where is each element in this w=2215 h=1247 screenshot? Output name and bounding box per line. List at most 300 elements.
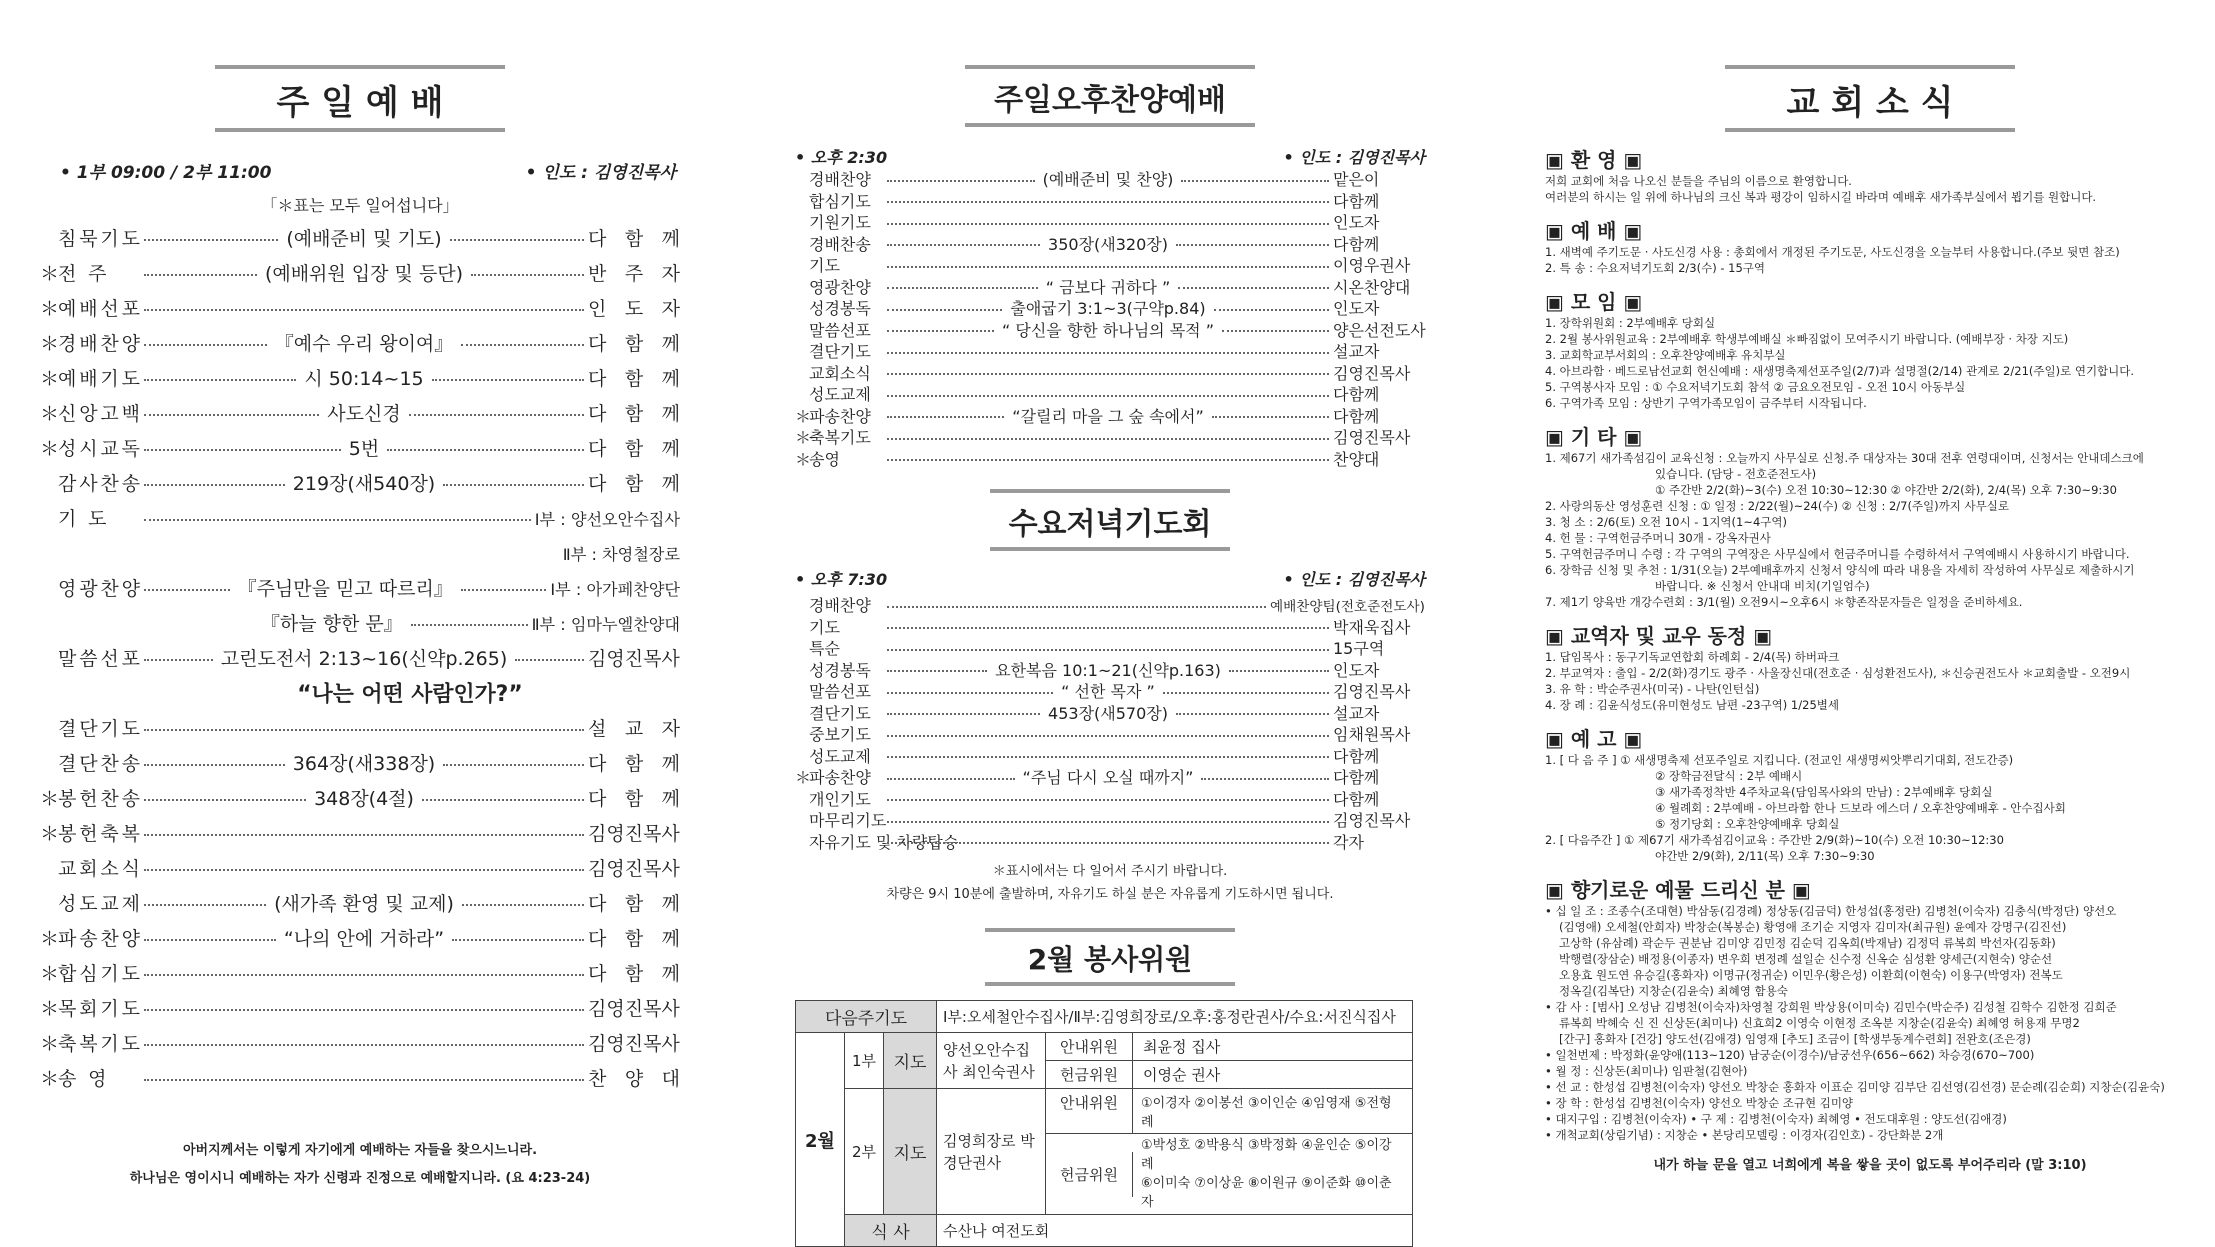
stand-marker: ＊: [40, 928, 62, 950]
dotted-leader: [144, 834, 584, 836]
volunteers-table: [795, 1000, 1413, 1247]
sunday-worship-title-box: [215, 65, 505, 132]
news-line: • 대지구입 : 김병천(이숙자) • 구 제 : 김병천(이숙자) 최혜영 • 전도대후원 : 양도선(김애경): [1545, 1112, 2007, 1126]
news-line: [간구] 홍화자 [건강] 양도선(김애경) 임영재 [추도] 조금이 [학생부동계수련회] 전완호(조은경): [1559, 1032, 2031, 1046]
dotted-leader: [443, 764, 584, 766]
afternoon-info: [795, 145, 1425, 168]
dotted-leader: [471, 274, 584, 276]
dotted-leader: [1178, 287, 1329, 289]
part2-offering-b: ⑥이미숙 ⑦이상윤 ⑧이원규 ⑨이준화 ⑩이춘자: [1140, 1176, 1392, 1210]
dotted-leader: [1222, 330, 1329, 332]
month-cell: 2월: [796, 1033, 845, 1247]
part1-offering-row: [1046, 1061, 1413, 1089]
order-person: 김영진목사: [588, 998, 680, 1020]
part2-cell: 2부: [845, 1089, 884, 1215]
order-label: [40, 612, 140, 634]
dotted-leader: [144, 1009, 584, 1011]
bible-verse: 내가 하늘 문을 열고 너희에게 복을 쌓을 곳이 없도록 부어주리라 (말 3:10): [1653, 1158, 2087, 1173]
order-content: “나의 안에 거하라”: [283, 928, 445, 950]
news-line: 6. 장학금 신청 및 추천 : 1/31(오늘) 2부예배후까지 신청서 양식에 따라 내용을 자세히 작성하여 사무실로 제출하시기: [1545, 563, 2135, 577]
order-label: [795, 744, 883, 767]
dotted-leader: [144, 904, 266, 906]
stand-marker: ＊: [40, 998, 62, 1020]
dotted-leader: [1181, 180, 1329, 182]
order-person: 다 함 께: [588, 333, 680, 355]
dotted-leader: [887, 670, 987, 672]
order-row: [795, 788, 1425, 810]
stand-marker: ＊: [40, 368, 62, 390]
order-row: [795, 383, 1425, 405]
order-label-text: 마무리기도: [809, 811, 887, 831]
order-label-text: 기 도: [58, 508, 110, 530]
order-label: [795, 593, 883, 616]
order-row: [40, 605, 680, 640]
order-content: (새가족 환영 및 교제): [274, 893, 454, 915]
order-content: 고린도전서 2:13~16(신약p.265): [220, 648, 508, 670]
news-line: • 월 정 : 신상돈(최미나) 임판철(김현아): [1545, 1064, 1748, 1078]
dotted-leader: [887, 223, 1329, 225]
order-row: [40, 640, 680, 675]
order-row: [795, 616, 1425, 638]
news-line: 1. 새벽예 주기도문 · 사도신경 사용 : 총회에서 개정된 주기도문, 사도신경을 오늘부터 사용합니다.(주보 뒷면 참조): [1545, 245, 2120, 259]
news-line: 고상학 (유삼례) 곽순두 권분남 김미양 김민정 김순덕 김옥희(박재남) 김정덕 류복희 박선자(김동화): [1559, 936, 2056, 950]
dotted-leader: [887, 309, 1002, 311]
dotted-leader: [887, 395, 1329, 397]
order-label: [40, 682, 140, 704]
afternoon-order-list: [795, 168, 1425, 469]
order-row: [795, 723, 1425, 745]
order-label: [40, 784, 143, 811]
wednesday-leader: • 인도 : 김영진목사: [1283, 570, 1425, 589]
news-line: • 개척교회(상림기념) : 지창순 • 본당리모델링 : 이경자(김인호) - 강단화분 2개: [1545, 1128, 1944, 1142]
order-label-text: 파송찬양: [809, 406, 871, 426]
order-content: 사도신경: [327, 403, 401, 425]
stand-marker: ＊: [40, 1068, 62, 1090]
order-content: “ 금보다 귀하다 ”: [1045, 277, 1171, 297]
order-row: [40, 1025, 680, 1060]
dotted-leader: [422, 799, 584, 801]
stand-marker: ＊: [795, 449, 812, 469]
news-line: 바랍니다. ※ 신청서 안내대 비치(기일엄수): [1655, 579, 1870, 593]
order-label-text: 예배기도: [58, 368, 143, 390]
order-person: 설교자: [1333, 703, 1380, 723]
order-row: [795, 745, 1425, 767]
news-line: ② 장학금전달식 : 2부 예배시: [1655, 769, 1803, 783]
dotted-leader: [887, 799, 1329, 801]
part2-offering-list: [1133, 1134, 1412, 1214]
order-label: [795, 658, 883, 681]
offering-list: [1545, 903, 2195, 1143]
stand-marker: ＊: [40, 298, 62, 320]
order-label-text: 특순: [809, 639, 840, 659]
order-label: [40, 1029, 143, 1056]
part1-cell: 1부: [845, 1033, 884, 1089]
news-line: 류복희 박혜숙 신 진 신상돈(최미나) 신효희2 이영숙 이현정 조옥분 지창순(김윤숙) 최혜영 허용재 무명2: [1559, 1016, 2080, 1030]
news-line: 2. 특 송 : 수요저녁기도회 2/3(수) - 15구역: [1545, 261, 1766, 275]
church-news-column: [1545, 0, 2195, 1240]
order-person: 맡은이: [1333, 170, 1380, 190]
welcome-list: [1545, 173, 2195, 205]
order-label: [795, 425, 883, 448]
order-label: [795, 382, 883, 405]
order-person: 다함께: [1333, 234, 1380, 254]
notice-heading: ▣ 예 고 ▣: [1545, 727, 1643, 751]
order-label: [795, 296, 883, 319]
order-content: 453장(새570장): [1048, 703, 1168, 723]
order-person: 반 주 자: [588, 263, 681, 285]
dotted-leader: [887, 606, 1266, 608]
dotted-leader: [144, 659, 213, 661]
order-person: 다 함 께: [588, 403, 681, 425]
dotted-leader: [887, 459, 1329, 461]
part2-offering-row: [1046, 1134, 1413, 1215]
order-row: [795, 831, 1425, 853]
stand-marker: ＊: [795, 406, 812, 426]
news-line: 박행렬(장삼순) 배정용(이종자) 변우희 변정례 설일순 신수정 신옥순 심성환 양세근(지현숙) 양순선: [1559, 952, 2053, 966]
order-label: [795, 787, 883, 810]
dotted-leader: [144, 344, 267, 346]
order-content: “나는 어떤 사람인가?”: [297, 682, 523, 707]
order-label-text: 경배찬양: [58, 333, 143, 355]
dotted-leader: [887, 756, 1329, 758]
order-content: (예배준비 및 찬양): [1042, 170, 1174, 190]
order-label-text: 감사찬송: [58, 473, 143, 495]
stand-marker: ＊: [40, 333, 62, 355]
news-line: (김영애) 오세철(안희자) 박창순(복봉순) 황영애 조기순 지영자 김미자(최규원) 윤예자 강명구(김진선): [1559, 920, 2067, 934]
next-prayer-label: 다음주기도: [796, 1001, 937, 1033]
order-content: 『예수 우리 왕이여』: [274, 333, 454, 355]
order-person: 다함께: [1333, 746, 1380, 766]
news-line: 4. 장 례 : 김윤식성도(유미현성도 남편 -23구역) 1/25별세: [1545, 698, 1839, 712]
dotted-leader: [1176, 244, 1329, 246]
order-label: [40, 959, 143, 986]
news-line: 6. 구역가족 모임 : 상반기 구역가족모임이 금주부터 시작됩니다.: [1545, 396, 1867, 410]
table-row: [796, 1215, 1413, 1247]
order-label: [795, 404, 883, 427]
dotted-leader: [887, 330, 994, 332]
order-person: 다 함 께: [588, 893, 680, 915]
part1-leaders: 양선오안수집사 최인숙권사: [937, 1033, 1046, 1089]
order-label-text: 축복기도: [58, 1033, 143, 1055]
order-person: 15구역: [1333, 639, 1385, 659]
news-line: 2. [ 다음주간 ] ① 제67기 새가족섬김이교육 : 주간반 2/9(화)~10(수) 오전 10:30~12:30: [1545, 833, 2004, 847]
order-row: [40, 850, 680, 885]
order-person: 김영진목사: [1333, 811, 1411, 831]
notice-list: [1545, 752, 2195, 864]
order-row: [40, 815, 680, 850]
order-label-text: 중보기도: [809, 725, 871, 745]
order-label-text: 경배찬양: [809, 596, 871, 616]
dotted-leader: [144, 799, 306, 801]
order-label-text: 말씀선포: [809, 682, 871, 702]
stand-marker: ＊: [795, 768, 812, 788]
order-label-text: 성도교제: [809, 385, 871, 405]
volunteers-title-box: [985, 928, 1235, 986]
order-label-text: 축복기도: [809, 428, 871, 448]
stand-marker: ＊: [40, 438, 62, 460]
order-row: [40, 1060, 680, 1095]
order-person: 다함께: [1333, 385, 1380, 405]
order-label: [40, 542, 140, 564]
order-label-text: 성시교독: [58, 438, 143, 460]
news-title-box: [1725, 65, 2015, 132]
order-label-text: 성경봉독: [809, 660, 871, 680]
order-label-text: 파송찬양: [809, 768, 871, 788]
middle-column: [795, 0, 1426, 1243]
afternoon-leader: • 인도 : 김영진목사: [1283, 148, 1425, 167]
order-label-text: 목회기도: [58, 998, 143, 1020]
dotted-leader: [887, 201, 1329, 203]
order-content: (예배준비 및 기도): [286, 228, 442, 250]
order-label: [795, 722, 883, 745]
sunday-order-list: [40, 220, 680, 1095]
order-label-text: 결단기도: [58, 718, 143, 740]
order-person: 다 함 께: [588, 788, 681, 810]
order-row: [795, 426, 1425, 448]
dotted-leader: [409, 414, 584, 416]
etc-list: [1545, 450, 2195, 610]
order-row: [40, 570, 680, 605]
order-label-text: 기원기도: [809, 213, 871, 233]
order-label: [795, 318, 883, 341]
order-label: [795, 339, 883, 362]
dotted-leader: [144, 1079, 584, 1081]
stand-marker: ＊: [40, 963, 62, 985]
order-person: 시온찬양대: [1333, 277, 1411, 297]
order-row: [40, 255, 680, 290]
news-line: 2. 사랑의동산 영성훈련 신청 : ① 일정 : 2/22(월)~24(수) ② 신청 : 2/7(주일)까지 사무실로: [1545, 499, 2009, 513]
order-person: 김영진목사: [1333, 682, 1411, 702]
dotted-leader: [887, 842, 1329, 844]
title-bar-bottom: [965, 123, 1255, 127]
order-person: 다 함 께: [588, 928, 680, 950]
order-content: “ 당신을 향한 하나님의 목적 ”: [1001, 320, 1215, 340]
order-label: [795, 167, 883, 190]
order-label-text: 봉헌찬송: [58, 788, 143, 810]
order-label: [40, 854, 143, 881]
order-person: 다 함 께: [588, 963, 680, 985]
order-label-text: 송영: [809, 449, 840, 469]
footer-verse-line-2: 하나님은 영이시니 예배하는 자가 신령과 진정으로 예배할지니라. (요 4:23-24): [129, 1171, 591, 1186]
order-person: Ⅱ부 : 임마누엘찬양대: [531, 614, 680, 634]
stand-marker: ＊: [40, 788, 62, 810]
order-label-text: 전 주: [58, 263, 110, 285]
dotted-leader: [144, 1044, 584, 1046]
order-row: [40, 290, 680, 325]
order-person: 이영우권사: [1333, 256, 1411, 276]
order-row: [40, 360, 680, 395]
order-label: [795, 679, 883, 702]
order-label-text: 파송찬양: [58, 928, 143, 950]
order-person: Ⅱ부 : 차영철장로: [562, 544, 680, 564]
dotted-leader: [887, 627, 1329, 629]
dotted-leader: [144, 414, 319, 416]
dotted-leader: [144, 974, 584, 976]
order-label: [795, 232, 883, 255]
order-row: [795, 702, 1425, 724]
dotted-leader: [144, 449, 341, 451]
order-content: 출애굽기 3:1~3(구약p.84): [1010, 299, 1206, 319]
order-label-text: 성도교제: [809, 746, 871, 766]
usher-label: 안내위원: [1046, 1089, 1133, 1133]
order-person: 설교자: [1333, 342, 1380, 362]
welcome-heading: ▣ 환 영 ▣: [1545, 148, 1643, 172]
dotted-leader: [887, 438, 1329, 440]
offering-label: 헌금위원: [1046, 1152, 1133, 1197]
order-person: 각자: [1333, 832, 1364, 852]
news-line: 저희 교회에 처음 나오신 분들을 주님의 이름으로 환영합니다.: [1545, 174, 1852, 188]
dotted-leader: [411, 624, 528, 626]
order-label: [40, 574, 143, 601]
order-row: [795, 362, 1425, 384]
order-row: [40, 535, 680, 570]
order-label: [795, 765, 883, 788]
stand-marker: ＊: [795, 428, 812, 448]
order-label: [40, 714, 143, 741]
dotted-leader: [144, 729, 584, 731]
order-content: “ 선한 목자 ”: [1061, 682, 1155, 702]
order-label: [795, 636, 883, 659]
order-label-text: 개인기도: [809, 789, 871, 809]
news-line: 5. 구역헌금주머니 수령 : 각 구역의 구역장은 사무실에서 헌금주머니를 수령하셔서 구역예배시 사용하시기 바랍니다.: [1545, 547, 2130, 561]
sunday-worship-column: [40, 0, 680, 1240]
stand-marker: ＊: [40, 263, 62, 285]
order-person: 김영진목사: [588, 823, 680, 845]
dotted-leader: [144, 939, 276, 941]
dotted-leader: [887, 373, 1329, 375]
news-line: • 일천번제 : 박정화(윤양애(113~120) 남궁순(이경수)/남궁선우(656~662) 차승경(670~700): [1545, 1048, 2035, 1062]
order-label: [40, 644, 143, 671]
order-content: 219장(새540장): [292, 473, 436, 495]
news-line: 3. 유 학 : 박순주권사(미국) - 나탄(인턴십): [1545, 682, 1760, 696]
order-person: 임채원목사: [1333, 725, 1411, 745]
dotted-leader: [461, 344, 584, 346]
order-label: [795, 189, 883, 212]
order-person: 다함께: [1333, 768, 1380, 788]
order-label-text: 교회소식: [58, 858, 143, 880]
order-person: 양은선전도사: [1333, 320, 1426, 340]
order-person: 김영진목사: [1333, 428, 1411, 448]
order-label-text: 교회소식: [809, 363, 871, 383]
order-label-text: 말씀선포: [809, 320, 871, 340]
order-row: [795, 659, 1425, 681]
order-person: 다함께: [1333, 191, 1380, 211]
order-label: [795, 701, 883, 724]
order-label-text: 기도: [809, 617, 840, 637]
dotted-leader: [887, 692, 1053, 694]
dotted-leader: [515, 659, 584, 661]
order-content: 『주님만을 믿고 따르리』: [237, 578, 453, 600]
order-person: 다 함 께: [588, 753, 681, 775]
order-label-text: 봉헌축복: [58, 823, 143, 845]
news-line: • 선 교 : 한성섭 김병천(이숙자) 양선오 박창순 홍화자 이표순 김미양 김부단 김선영(김선경) 문순례(김순희) 지창순(김윤숙): [1545, 1080, 2165, 1094]
order-label: [795, 275, 883, 298]
order-person: 인도자: [1333, 213, 1380, 233]
news-line: 정옥길(김복단) 지창순(김윤숙) 최혜영 함용숙: [1559, 984, 1788, 998]
staff-list: [1545, 649, 2195, 713]
order-label-text: 영광찬양: [809, 277, 871, 297]
news-line: 7. 제1기 양육반 개강수련회 : 3/1(월) 오전9시~오후6시 ＊향존작문자들은 일정을 준비하세요.: [1545, 595, 2023, 609]
news-line: 여러분의 하시는 일 위에 하나님의 크신 복과 평강이 임하시길 바라며 예배후 새가족부실에서 뵙기를 원합니다.: [1545, 190, 2097, 204]
order-row: [795, 168, 1425, 190]
dotted-leader: [1229, 670, 1329, 672]
title-bar-bottom: [215, 128, 505, 132]
order-row: [40, 465, 680, 500]
wednesday-note-1: ＊표시에서는 다 일어서 주시기 바랍니다.: [992, 864, 1228, 879]
dotted-leader: [887, 416, 1004, 418]
order-label: [795, 447, 883, 470]
order-label: [795, 830, 959, 853]
order-row: [795, 340, 1425, 362]
dotted-leader: [144, 589, 230, 591]
news-line: 5. 구역봉사자 모임 : ① 수요저녁기도회 참석 ② 금요오전모임 - 오전 10시 아동부실: [1545, 380, 1966, 394]
news-line: 1. 답임목사 : 동구기독교연합회 하례회 - 2/4(목) 하버파크: [1545, 650, 1840, 664]
order-person: 다 함 께: [588, 473, 681, 495]
order-content: “주님 다시 오실 때까지”: [1022, 768, 1194, 788]
order-person: 김영진목사: [588, 858, 680, 880]
order-label: [40, 994, 143, 1021]
news-title: 교 회 소 식: [1786, 83, 1954, 123]
order-row: [795, 254, 1425, 276]
order-row: [795, 319, 1425, 341]
order-label: [40, 469, 143, 496]
dotted-leader: [887, 352, 1329, 354]
sunday-worship-info: [40, 158, 680, 183]
order-row: [795, 190, 1425, 212]
worship-heading: ▣ 예 배 ▣: [1545, 219, 1643, 243]
order-row: [795, 766, 1425, 788]
order-label-text: 기도: [809, 256, 840, 276]
order-row: [795, 637, 1425, 659]
offering-heading: ▣ 향기로운 예물 드리신 분 ▣: [1545, 878, 1811, 902]
order-label-text: 송 영: [58, 1068, 110, 1090]
dotted-leader: [144, 484, 285, 486]
order-label-text: 경배찬양: [809, 170, 871, 190]
meeting-list: [1545, 315, 2195, 411]
dotted-leader: [887, 244, 1040, 246]
order-row: [795, 448, 1425, 470]
order-person: 김영진목사: [588, 648, 680, 670]
order-label: [40, 504, 140, 531]
dotted-leader: [452, 939, 584, 941]
order-person: 찬 양 대: [588, 1068, 680, 1090]
order-row: [40, 885, 680, 920]
meeting-heading: ▣ 모 임 ▣: [1545, 290, 1643, 314]
dotted-leader: [1214, 309, 1329, 311]
dotted-leader: [1201, 778, 1329, 780]
order-label-text: 말씀선포: [58, 648, 143, 670]
dotted-leader: [461, 589, 547, 591]
order-content: 『하늘 향한 문』: [260, 613, 403, 635]
order-label-text: 영광찬양: [58, 578, 143, 600]
news-line: ③ 새가족정착반 4주차교육(담임목사와의 만남) : 2부예배후 당회실: [1655, 785, 1993, 799]
order-label: [40, 819, 143, 846]
order-person: 다 함 께: [588, 438, 681, 460]
order-label-text: 예배선포: [58, 298, 143, 320]
part2-leaders: 김영희장로 박경단권사: [937, 1089, 1046, 1215]
volunteers-title: 2월 봉사위원: [1027, 943, 1193, 976]
dotted-leader: [432, 379, 584, 381]
dotted-leader: [144, 309, 584, 311]
meal-label: 식 사: [845, 1215, 937, 1247]
order-row: [795, 211, 1425, 233]
order-row: [795, 233, 1425, 255]
order-row: [795, 405, 1425, 427]
news-line: 1. 제67기 새가족섬김이 교육신청 : 오늘까지 사무실로 신청.주 대상자는 30대 전후 연령대이며, 신청서는 안내데스크에: [1545, 451, 2144, 465]
offering-label: 헌금위원: [1046, 1061, 1133, 1088]
worship-news-list: [1545, 244, 2195, 276]
news-line: • 장 학 : 한성섭 김병천(이숙자) 양선오 박창순 조규현 김미양: [1545, 1096, 1854, 1110]
